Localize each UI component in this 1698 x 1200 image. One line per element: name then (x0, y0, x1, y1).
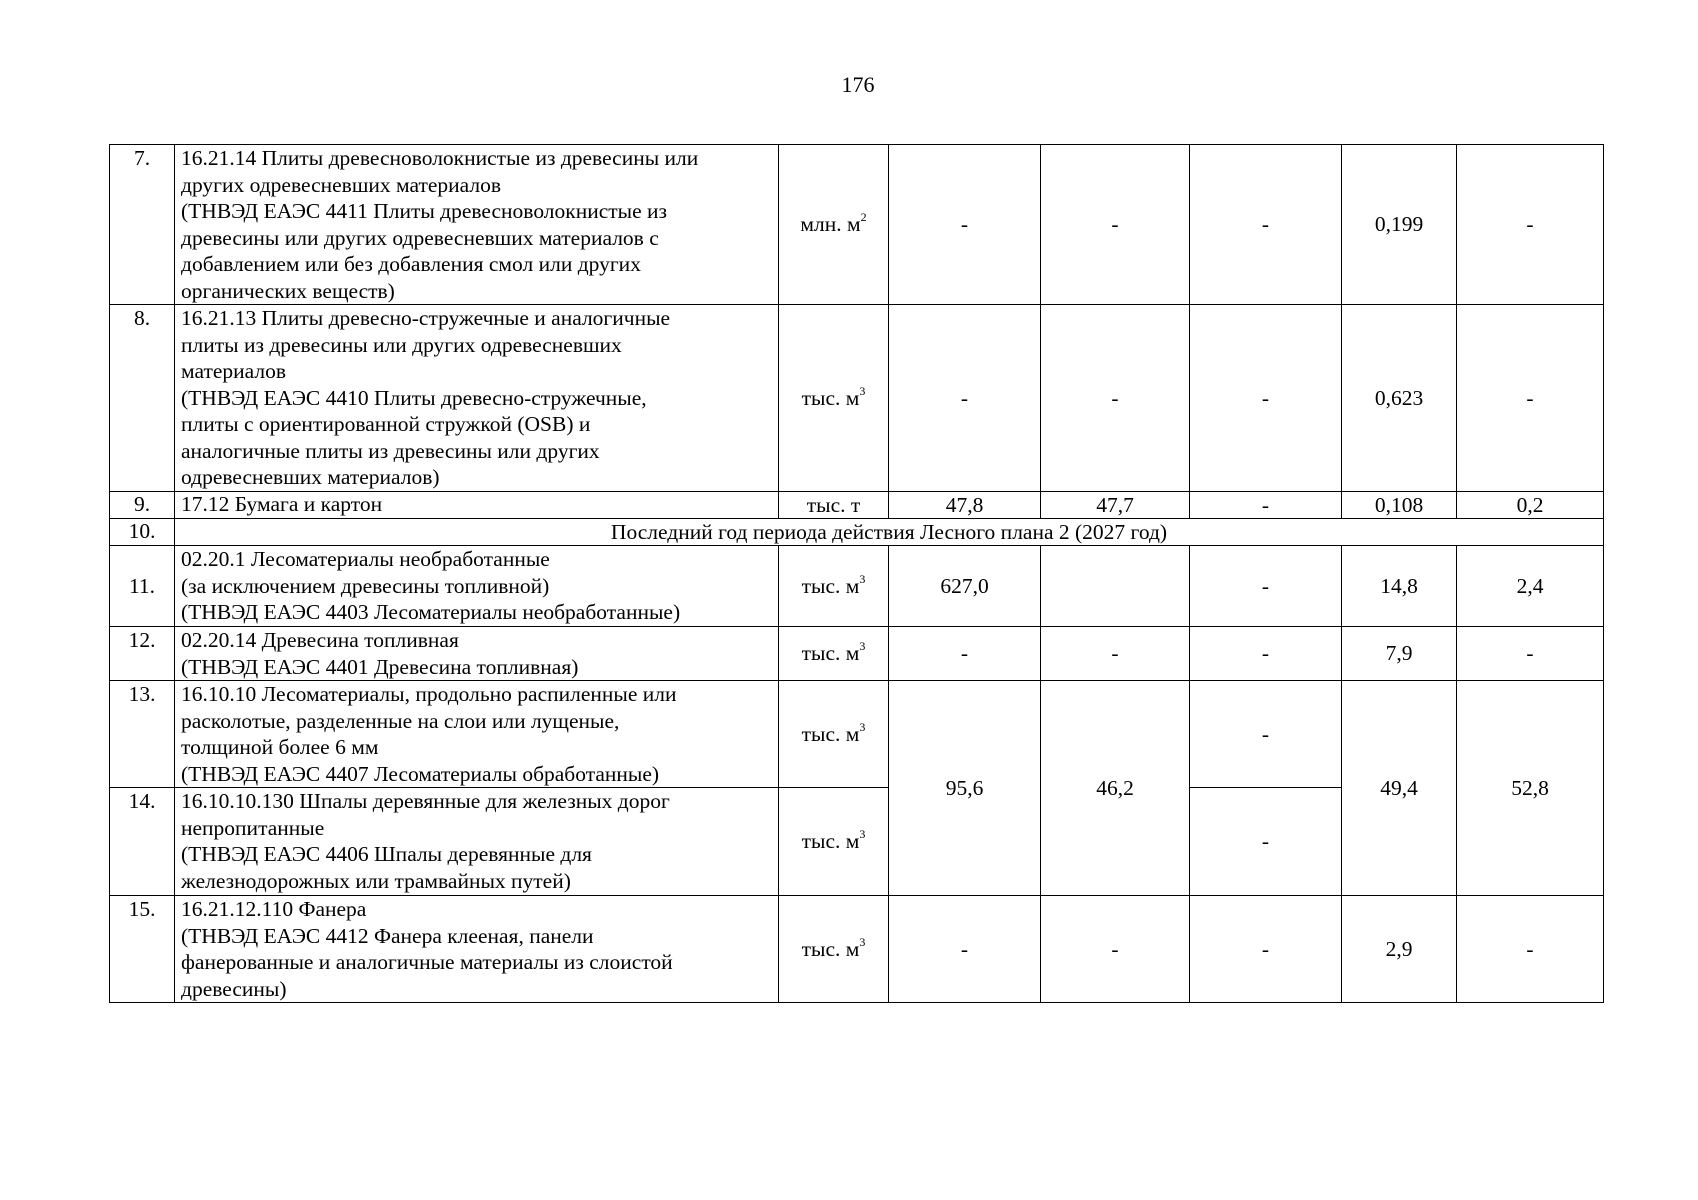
row-number: 14. (110, 788, 175, 896)
value-cell: - (1190, 681, 1342, 788)
unit-cell: тыс. т (779, 492, 889, 519)
product-name: 02.20.14 Древесина топливная (ТНВЭД ЕАЭС 4401 Древесина топливная) (175, 627, 779, 681)
product-name: 02.20.1 Лесоматериалы необработанные (за исключением древесины топливной) (ТНВЭД ЕАЭС 4403 Лесоматериалы необработанные) (175, 546, 779, 627)
unit-cell: тыс. $м^3$ (779, 681, 889, 788)
value-cell: 0,199 (1342, 145, 1457, 305)
value-cell: 47,7 (1041, 492, 1190, 519)
product-name: 17.12 Бумага и картон (175, 492, 779, 519)
value-cell: - (1457, 305, 1604, 492)
value-cell: - (889, 305, 1041, 492)
row-number: 13. (110, 681, 175, 788)
unit-cell: тыс. $м^3$ (779, 627, 889, 681)
unit-cell: млн. $м^2$ (779, 145, 889, 305)
value-cell: 627,0 (889, 546, 1041, 627)
table-row (110, 546, 1604, 627)
value-cell: - (1457, 896, 1604, 1003)
value-cell: - (1041, 145, 1190, 305)
product-name: 16.10.10 Лесоматериалы, продольно распиленные или расколотые, разделенные на слои или лущеные, толщиной более 6 мм (ТНВЭД ЕАЭС 4407 Лесоматериалы обработанные) (175, 681, 779, 788)
row-number: 8. (110, 305, 175, 492)
value-cell (1041, 546, 1190, 627)
value-cell: - (889, 145, 1041, 305)
value-cell: - (1190, 492, 1342, 519)
product-volume-table (109, 144, 1604, 1003)
value-cell: 0,108 (1342, 492, 1457, 519)
value-cell: - (1190, 788, 1342, 896)
merged-value-cell: 49,4 (1342, 681, 1457, 896)
value-cell: - (889, 627, 1041, 681)
value-cell: 0,623 (1342, 305, 1457, 492)
table-row (110, 492, 1604, 519)
value-cell: 2,9 (1342, 896, 1457, 1003)
value-cell: - (1190, 305, 1342, 492)
row-number: 12. (110, 627, 175, 681)
table-row (110, 627, 1604, 681)
merged-value-cell: 52,8 (1457, 681, 1604, 896)
unit-cell: тыс. $м^3$ (779, 305, 889, 492)
section-row (110, 519, 1604, 546)
value-cell: - (1457, 145, 1604, 305)
value-cell: - (1041, 627, 1190, 681)
row-number: 9. (110, 492, 175, 519)
product-name: 16.21.14 Плиты древесноволокнистые из древесины или других одревесневших материалов (ТНВЭД ЕАЭС 4411 Плиты древесноволокнистые из древесины или других одревесневших материалов с добавлением или без добавления смол или других органических веществ) (175, 145, 779, 305)
value-cell: - (1041, 896, 1190, 1003)
table-row (110, 305, 1604, 492)
unit-cell: тыс. $м^3$ (779, 546, 889, 627)
value-cell: - (1190, 145, 1342, 305)
product-name: 16.21.12.110 Фанера (ТНВЭД ЕАЭС 4412 Фанера клееная, панели фанерованные и аналогичные материалы из слоистой древесины) (175, 896, 779, 1003)
row-number: 11. (110, 546, 175, 627)
row-number: 10. (110, 519, 175, 546)
section-title: Последний год периода действия Лесного плана 2 (2027 год) (175, 519, 1604, 546)
table-row (110, 896, 1604, 1003)
value-cell: - (889, 896, 1041, 1003)
value-cell: 14,8 (1342, 546, 1457, 627)
unit-cell: тыс. $м^3$ (779, 896, 889, 1003)
value-cell: - (1457, 627, 1604, 681)
merged-value-cell: 95,6 (889, 681, 1041, 896)
merged-value-cell: 46,2 (1041, 681, 1190, 896)
value-cell: 47,8 (889, 492, 1041, 519)
row-number: 7. (110, 145, 175, 305)
value-cell: - (1190, 896, 1342, 1003)
value-cell: 7,9 (1342, 627, 1457, 681)
table-row (110, 145, 1604, 305)
value-cell: - (1190, 627, 1342, 681)
value-cell: - (1041, 305, 1190, 492)
table-row (110, 681, 1604, 788)
unit-cell: тыс. $м^3$ (779, 788, 889, 896)
value-cell: 0,2 (1457, 492, 1604, 519)
row-number: 15. (110, 896, 175, 1003)
product-name: 16.21.13 Плиты древесно-стружечные и аналогичные плиты из древесины или других одревесневших материалов (ТНВЭД ЕАЭС 4410 Плиты древесно-стружечные, плиты с ориентированной стружкой (OSB) и аналогичные плиты из древесины или других одревесневших материалов) (175, 305, 779, 492)
page-number: 176 (841, 72, 875, 97)
product-name: 16.10.10.130 Шпалы деревянные для железных дорог непропитанные (ТНВЭД ЕАЭС 4406 Шпалы деревянные для железнодорожных или трамвайных путей) (175, 788, 779, 896)
value-cell: 2,4 (1457, 546, 1604, 627)
value-cell: - (1190, 546, 1342, 627)
